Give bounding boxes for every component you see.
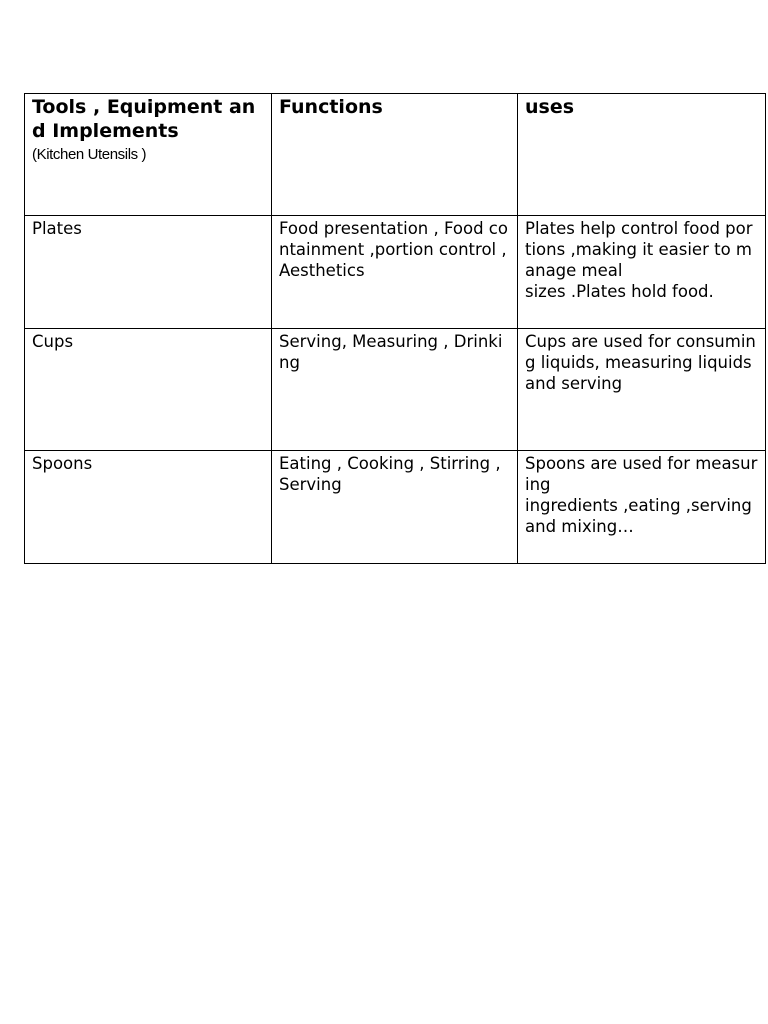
uses-cell [518,329,766,451]
table-row [25,216,766,329]
item-name: Spoons [32,454,93,473]
item-functions: Serving, Measuring , Drinking [279,332,503,372]
item-cell [25,451,272,564]
item-uses: Plates help control food portions ,making it easier to manage meal sizes .Plates hold food. [525,219,753,301]
header-functions: Functions [279,96,383,118]
item-functions: Eating , Cooking , Stirring ,Serving [279,454,501,494]
uses-cell [518,216,766,329]
item-name: Plates [32,219,82,238]
item-cell [25,216,272,329]
utensils-table [24,93,766,564]
header-uses: uses [525,96,575,118]
functions-cell [272,216,518,329]
item-uses: Spoons are used for measuring ingredients ,eating ,serving and mixing… [525,454,758,536]
header-tools: Tools , Equipment and Implements [32,96,256,142]
header-uses-cell [518,94,766,216]
functions-cell [272,451,518,564]
functions-cell [272,329,518,451]
item-uses: Cups are used for consuming liquids, measuring liquids and serving [525,332,756,393]
uses-cell [518,451,766,564]
item-cell [25,329,272,451]
table-row [25,451,766,564]
header-tools-cell [25,94,272,216]
table-row [25,329,766,451]
item-functions: Food presentation , Food containment ,portion control ,Aesthetics [279,219,508,280]
header-tools-subtitle: (Kitchen Utensils ) [32,146,147,163]
table-header-row [25,94,766,216]
header-functions-cell [272,94,518,216]
item-name: Cups [32,332,74,351]
